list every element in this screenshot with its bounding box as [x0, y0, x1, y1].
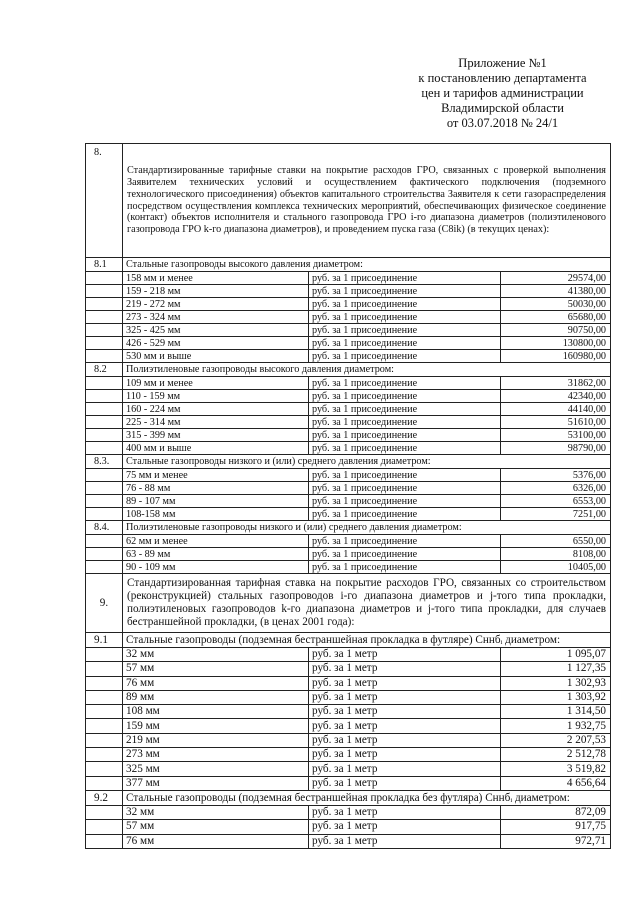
diameter-cell: 63 - 89 мм	[123, 548, 309, 561]
table-row	[86, 324, 611, 337]
table-row	[86, 469, 611, 482]
value-cell: 51610,00	[501, 416, 611, 429]
table-row	[86, 272, 611, 285]
header-line-1: Приложение №1	[458, 56, 547, 70]
value-cell: 5376,00	[501, 469, 611, 482]
diameter-cell: 325 - 425 мм	[123, 324, 309, 337]
value-cell: 1 303,92	[501, 690, 611, 704]
diameter-cell: 76 мм	[123, 676, 309, 690]
table-row	[86, 403, 611, 416]
subsection-header	[86, 455, 611, 469]
document-header	[395, 56, 610, 131]
empty-cell	[86, 719, 123, 733]
subsection-header	[86, 521, 611, 535]
value-cell: 6550,00	[501, 535, 611, 548]
value-cell: 130800,00	[501, 337, 611, 350]
section-number: 9.	[86, 574, 123, 633]
empty-cell	[86, 469, 123, 482]
table-row	[86, 535, 611, 548]
diameter-cell: 108 мм	[123, 705, 309, 719]
value-cell: 31862,00	[501, 377, 611, 390]
table-row	[86, 748, 611, 762]
value-cell: 6326,00	[501, 482, 611, 495]
unit-cell: руб. за 1 метр	[309, 762, 501, 776]
subsection-header	[86, 633, 611, 648]
subsection-title: Стальные газопроводы (подземная бестраншейная прокладка без футляра) Сннбᵢ диаметром:	[123, 790, 611, 805]
subsection-title: Стальные газопроводы (подземная бестраншейная прокладка в футляре) Сннбᵢ диаметром:	[123, 633, 611, 648]
unit-cell: руб. за 1 присоединение	[309, 377, 501, 390]
table-row	[86, 442, 611, 455]
section-8-row	[86, 144, 611, 258]
empty-cell	[86, 733, 123, 747]
empty-cell	[86, 820, 123, 834]
unit-cell: руб. за 1 метр	[309, 834, 501, 848]
value-cell: 3 519,82	[501, 762, 611, 776]
table-row	[86, 311, 611, 324]
section-9-row	[86, 574, 611, 633]
subsection-title: Стальные газопроводы высокого давления диаметром:	[123, 258, 611, 272]
diameter-cell: 75 мм и менее	[123, 469, 309, 482]
unit-cell: руб. за 1 присоединение	[309, 535, 501, 548]
empty-cell	[86, 648, 123, 662]
empty-cell	[86, 705, 123, 719]
table-row	[86, 495, 611, 508]
unit-cell: руб. за 1 присоединение	[309, 482, 501, 495]
empty-cell	[86, 548, 123, 561]
diameter-cell: 219 - 272 мм	[123, 298, 309, 311]
subsection-number: 8.1	[86, 258, 123, 272]
diameter-cell: 160 - 224 мм	[123, 403, 309, 416]
empty-cell	[86, 324, 123, 337]
value-cell: 972,71	[501, 834, 611, 848]
value-cell: 8108,00	[501, 548, 611, 561]
unit-cell: руб. за 1 присоединение	[309, 390, 501, 403]
empty-cell	[86, 508, 123, 521]
value-cell: 1 314,50	[501, 705, 611, 719]
empty-cell	[86, 337, 123, 350]
empty-cell	[86, 495, 123, 508]
subsection-number: 9.1	[86, 633, 123, 648]
diameter-cell: 109 мм и менее	[123, 377, 309, 390]
unit-cell: руб. за 1 присоединение	[309, 495, 501, 508]
value-cell: 1 302,93	[501, 676, 611, 690]
unit-cell: руб. за 1 метр	[309, 690, 501, 704]
value-cell: 1 932,75	[501, 719, 611, 733]
diameter-cell: 158 мм и менее	[123, 272, 309, 285]
table-row	[86, 561, 611, 574]
table-row	[86, 285, 611, 298]
diameter-cell: 110 - 159 мм	[123, 390, 309, 403]
empty-cell	[86, 442, 123, 455]
unit-cell: руб. за 1 присоединение	[309, 548, 501, 561]
value-cell: 160980,00	[501, 350, 611, 363]
table-row	[86, 429, 611, 442]
subsection-number: 8.3.	[86, 455, 123, 469]
diameter-cell: 400 мм и выше	[123, 442, 309, 455]
diameter-cell: 225 - 314 мм	[123, 416, 309, 429]
empty-cell	[86, 482, 123, 495]
unit-cell: руб. за 1 метр	[309, 719, 501, 733]
empty-cell	[86, 561, 123, 574]
unit-cell: руб. за 1 присоединение	[309, 311, 501, 324]
section-description: Стандартизированная тарифная ставка на покрытие расходов ГРО, связанных со строительством (реконструкцией) стальных газопроводов i-го диапазона диаметров и j-того типа прокладки, полиэтиленовых газопроводов k-го диапазона диаметров и j-того типа прокладки, для случаев бестраншейной прокладки, (в ценах 2001 года):	[123, 574, 611, 633]
value-cell: 1 127,35	[501, 662, 611, 676]
table-row	[86, 690, 611, 704]
empty-cell	[86, 298, 123, 311]
value-cell: 872,09	[501, 805, 611, 819]
table-row	[86, 805, 611, 819]
subsection-number: 8.4.	[86, 521, 123, 535]
table-row	[86, 377, 611, 390]
unit-cell: руб. за 1 присоединение	[309, 442, 501, 455]
table-row	[86, 350, 611, 363]
empty-cell	[86, 416, 123, 429]
subsection-header	[86, 258, 611, 272]
table-row	[86, 298, 611, 311]
unit-cell: руб. за 1 присоединение	[309, 298, 501, 311]
table-row	[86, 648, 611, 662]
unit-cell: руб. за 1 присоединение	[309, 561, 501, 574]
value-cell: 42340,00	[501, 390, 611, 403]
empty-cell	[86, 429, 123, 442]
value-cell: 7251,00	[501, 508, 611, 521]
header-line-3: цен и тарифов администрации	[421, 86, 584, 100]
unit-cell: руб. за 1 присоединение	[309, 508, 501, 521]
empty-cell	[86, 377, 123, 390]
table-row	[86, 390, 611, 403]
table-row	[86, 820, 611, 834]
diameter-cell: 57 мм	[123, 662, 309, 676]
empty-cell	[86, 662, 123, 676]
unit-cell: руб. за 1 метр	[309, 662, 501, 676]
diameter-cell: 273 мм	[123, 748, 309, 762]
unit-cell: руб. за 1 присоединение	[309, 337, 501, 350]
empty-cell	[86, 311, 123, 324]
table-row	[86, 482, 611, 495]
unit-cell: руб. за 1 метр	[309, 805, 501, 819]
diameter-cell: 159 - 218 мм	[123, 285, 309, 298]
empty-cell	[86, 390, 123, 403]
value-cell: 53100,00	[501, 429, 611, 442]
unit-cell: руб. за 1 присоединение	[309, 429, 501, 442]
diameter-cell: 32 мм	[123, 805, 309, 819]
section-description: Стандартизированные тарифные ставки на покрытие расходов ГРО, связанных с проверкой выполнения Заявителем технических условий и осуществлением фактического подключения (подземного технологического присоединения) объектов капитального строительства Заявителя к сети газораспределения посредством осуществления комплекса технических мероприятий, обеспечивающих физическое соединение (контакт) объектов исполнителя и стального газопровода ГРО i-го диапазона диаметров (полиэтиленового газопровода ГРО k-го диапазона диаметров), и проведением пуска газа (C8ik) (в текущих ценах):	[123, 144, 611, 258]
unit-cell: руб. за 1 метр	[309, 776, 501, 790]
diameter-cell: 89 - 107 мм	[123, 495, 309, 508]
section-number: 8.	[86, 144, 123, 258]
table-row	[86, 705, 611, 719]
value-cell: 4 656,64	[501, 776, 611, 790]
unit-cell: руб. за 1 метр	[309, 648, 501, 662]
header-line-2: к постановлению департамента	[418, 71, 587, 85]
empty-cell	[86, 535, 123, 548]
value-cell: 90750,00	[501, 324, 611, 337]
value-cell: 6553,00	[501, 495, 611, 508]
tariff-table	[85, 143, 611, 849]
unit-cell: руб. за 1 присоединение	[309, 350, 501, 363]
unit-cell: руб. за 1 присоединение	[309, 272, 501, 285]
unit-cell: руб. за 1 метр	[309, 705, 501, 719]
header-line-5: от 03.07.2018 № 24/1	[446, 116, 559, 130]
diameter-cell: 90 - 109 мм	[123, 561, 309, 574]
table-row	[86, 834, 611, 848]
empty-cell	[86, 834, 123, 848]
table-row	[86, 662, 611, 676]
diameter-cell: 76 мм	[123, 834, 309, 848]
empty-cell	[86, 762, 123, 776]
subsection-number: 8.2	[86, 363, 123, 377]
empty-cell	[86, 272, 123, 285]
unit-cell: руб. за 1 присоединение	[309, 469, 501, 482]
value-cell: 44140,00	[501, 403, 611, 416]
diameter-cell: 62 мм и менее	[123, 535, 309, 548]
unit-cell: руб. за 1 метр	[309, 820, 501, 834]
subsection-title: Стальные газопроводы низкого и (или) среднего давления диаметром:	[123, 455, 611, 469]
value-cell: 29574,00	[501, 272, 611, 285]
empty-cell	[86, 676, 123, 690]
diameter-cell: 76 - 88 мм	[123, 482, 309, 495]
table-row	[86, 776, 611, 790]
diameter-cell: 530 мм и выше	[123, 350, 309, 363]
diameter-cell: 89 мм	[123, 690, 309, 704]
table-row	[86, 733, 611, 747]
unit-cell: руб. за 1 метр	[309, 733, 501, 747]
diameter-cell: 426 - 529 мм	[123, 337, 309, 350]
table-row	[86, 676, 611, 690]
diameter-cell: 273 - 324 мм	[123, 311, 309, 324]
table-row	[86, 548, 611, 561]
empty-cell	[86, 350, 123, 363]
subsection-header	[86, 363, 611, 377]
unit-cell: руб. за 1 присоединение	[309, 416, 501, 429]
value-cell: 2 207,53	[501, 733, 611, 747]
unit-cell: руб. за 1 присоединение	[309, 324, 501, 337]
unit-cell: руб. за 1 метр	[309, 676, 501, 690]
subsection-title: Полиэтиленовые газопроводы высокого давления диаметром:	[123, 363, 611, 377]
diameter-cell: 219 мм	[123, 733, 309, 747]
subsection-number: 9.2	[86, 790, 123, 805]
diameter-cell: 108-158 мм	[123, 508, 309, 521]
value-cell: 98790,00	[501, 442, 611, 455]
unit-cell: руб. за 1 присоединение	[309, 285, 501, 298]
table-row	[86, 719, 611, 733]
empty-cell	[86, 776, 123, 790]
table-row	[86, 762, 611, 776]
diameter-cell: 315 - 399 мм	[123, 429, 309, 442]
value-cell: 41380,00	[501, 285, 611, 298]
unit-cell: руб. за 1 присоединение	[309, 403, 501, 416]
value-cell: 65680,00	[501, 311, 611, 324]
subsection-header	[86, 790, 611, 805]
diameter-cell: 325 мм	[123, 762, 309, 776]
table-row	[86, 508, 611, 521]
diameter-cell: 57 мм	[123, 820, 309, 834]
diameter-cell: 32 мм	[123, 648, 309, 662]
value-cell: 50030,00	[501, 298, 611, 311]
empty-cell	[86, 285, 123, 298]
value-cell: 10405,00	[501, 561, 611, 574]
diameter-cell: 159 мм	[123, 719, 309, 733]
value-cell: 917,75	[501, 820, 611, 834]
header-line-4: Владимирской области	[441, 101, 564, 115]
empty-cell	[86, 748, 123, 762]
value-cell: 1 095,07	[501, 648, 611, 662]
empty-cell	[86, 805, 123, 819]
value-cell: 2 512,78	[501, 748, 611, 762]
empty-cell	[86, 403, 123, 416]
diameter-cell: 377 мм	[123, 776, 309, 790]
subsection-title: Полиэтиленовые газопроводы низкого и (или) среднего давления диаметром:	[123, 521, 611, 535]
table-row	[86, 416, 611, 429]
unit-cell: руб. за 1 метр	[309, 748, 501, 762]
table-row	[86, 337, 611, 350]
empty-cell	[86, 690, 123, 704]
